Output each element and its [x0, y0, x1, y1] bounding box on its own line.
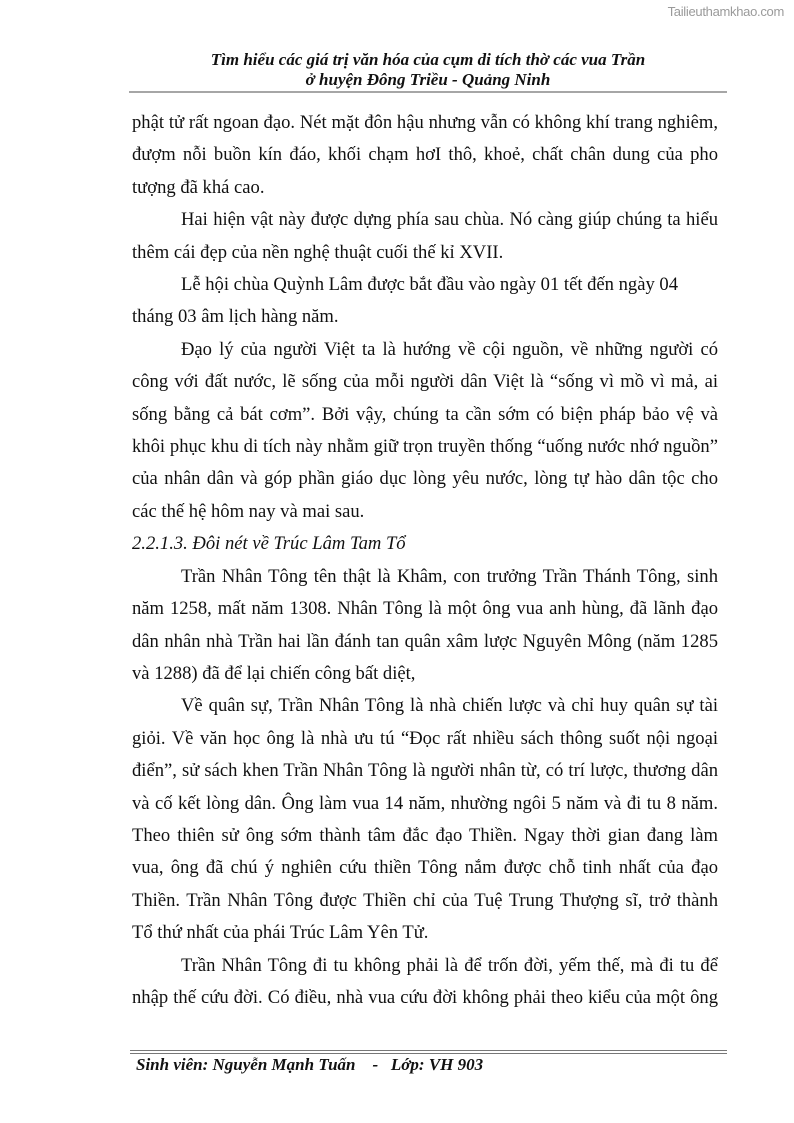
- header-title-line1: Tìm hiểu các giá trị văn hóa của cụm di tích thờ các vua Trần: [210, 50, 646, 69]
- paragraph: Đạo lý của người Việt ta là hướng về cội nguồn, về những người có công với đất nước, lẽ sống của mỗi người dân Việt là “sống vì mồ vì mả, ai sống bằng cả bát cơm”. Bởi vậy, chúng ta cần sớm có biện pháp bảo vệ và khôi phục khu di tích này nhằm giữ trọn truyền thống “uống nước nhớ nguồn” của nhân dân và góp phần giáo dục lòng yêu nước, lòng tự hào dân tộc cho các thế hệ hôm nay và mai sau.: [132, 338, 718, 522]
- paragraph: phật tử rất ngoan đạo. Nét mặt đôn hậu nhưng vẫn có không khí trang nghiêm, đượm nỗi buồn kín đáo, khối chạm hơI thô, khoẻ, chất chân dung của pho tượng đã khá cao.: [132, 112, 718, 198]
- footer-class: Lớp: VH 903: [390, 1055, 484, 1074]
- header-rule: [129, 91, 727, 93]
- page-footer: [136, 1055, 483, 1075]
- paragraph: Lễ hội chùa Quỳnh Lâm được bắt đầu vào ngày 01 tết đến ngày 04 tháng 03 âm lịch hàng năm.: [132, 274, 679, 328]
- footer-rule: [130, 1053, 727, 1054]
- document-body: [132, 107, 718, 1014]
- header-title-line2: ở huyện Đông Triều - Quảng Ninh: [305, 70, 551, 89]
- footer-separator: -: [372, 1055, 379, 1074]
- footer-rule: [130, 1050, 727, 1051]
- section-heading: 2.2.1.3. Đôi nét về Trúc Lâm Tam Tổ: [132, 533, 406, 555]
- paragraph: Về quân sự, Trần Nhân Tông là nhà chiến lược và chỉ huy quân sự tài giỏi. Về văn học ông là nhà ưu tú “Đọc rất nhiều sách thông suốt nội ngoại điển”, sử sách khen Trần Nhân Tông là người nhân từ, có trí lược, thương dân và cố kết lòng dân. Ông làm vua 14 năm, nhường ngôi 5 năm và đi tu 8 năm. Theo thiên sử ông sớm thành tâm đắc đạo Thiền. Ngay thời gian đang làm vua, ông đã chú ý nghiên cứu thiền Tông nắm được chỗ tinh nhất của đạo Thiền. Trần Nhân Tông được Thiền chỉ của Tuệ Trung Thượng sĩ, trở thành Tổ thứ nhất của phái Trúc Lâm Yên Tử.: [132, 695, 718, 944]
- paragraph: Trần Nhân Tông đi tu không phải là để trốn đời, yếm thế, mà đi tu để nhập thế cứu đời. Có điều, nhà vua cứu đời không phải theo kiểu của một ông: [132, 954, 718, 1008]
- watermark: Tailieuthamkhao.com: [667, 4, 784, 19]
- page-header: [129, 50, 727, 90]
- paragraph: Trần Nhân Tông tên thật là Khâm, con trưởng Trần Thánh Tông, sinh năm 1258, mất năm 1308. Nhân Tông là một ông vua anh hùng, đã lãnh đạo dân nhân nhà Trần hai lần đánh tan quân xâm lược Nguyên Mông (năm 1285 và 1288) đã để lại chiến công bất diệt,: [132, 565, 718, 684]
- footer-student: Sinh viên: Nguyễn Mạnh Tuấn: [136, 1055, 356, 1074]
- paragraph: Hai hiện vật này được dựng phía sau chùa. Nó càng giúp chúng ta hiểu thêm cái đẹp của nền nghệ thuật cuối thế kỉ XVII.: [132, 209, 718, 263]
